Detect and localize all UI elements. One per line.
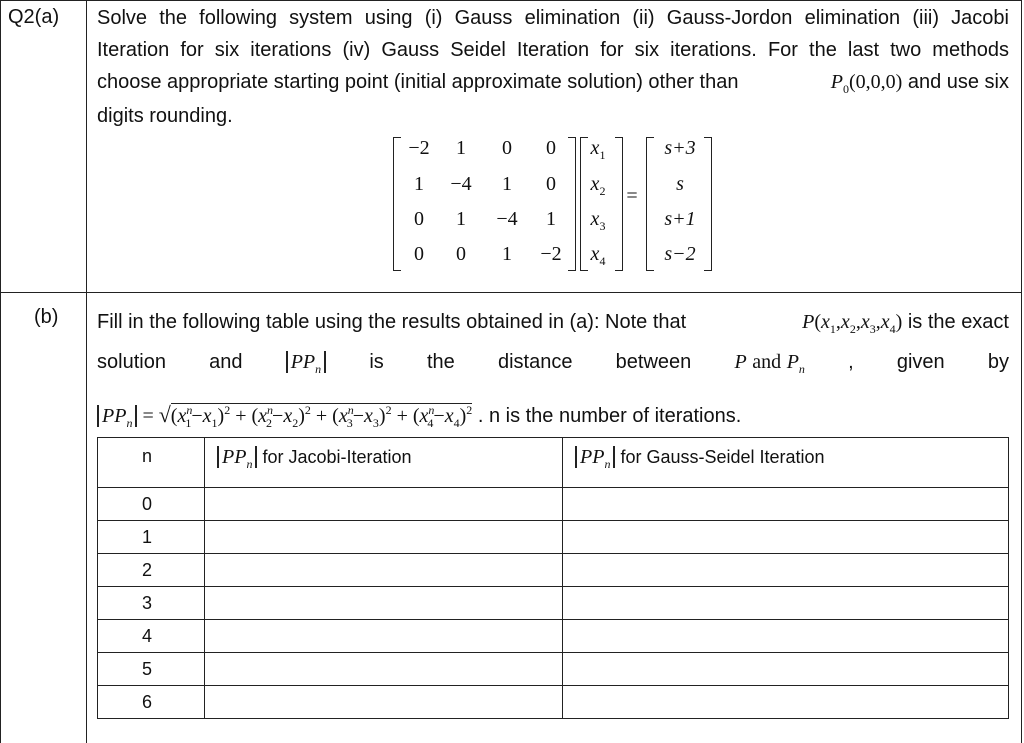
- distance-symbol: $PP_n$: [286, 346, 326, 385]
- starting-point-expression: $P_0(0,0,0)$ and use six: [830, 71, 1009, 96]
- q2b-line-1: [97, 306, 1009, 345]
- distance-formula: $PP_n = √(x^n_1-x_1)^2 + (x^n_2-x_2)^2 + (x^n_3-x_3)^2 + (x^n_4-x_4)^2$: [97, 405, 478, 427]
- q2a-line-2: Iteration for six iterations (iv) Gauss Seidel Iteration for six iterations. For the last two methods: [97, 39, 1009, 61]
- table-row: [98, 521, 1009, 554]
- unknown-cell: $x_3$: [590, 208, 606, 233]
- matrix-cell: 1: [414, 173, 424, 195]
- points-p-and-pn: P and $P_n$: [734, 351, 805, 376]
- jacobi-distance-cell[interactable]: [205, 521, 563, 554]
- iterations-note: . n is the number of iterations.: [477, 405, 742, 427]
- table-row: [98, 554, 1009, 587]
- matrix-cell: 1: [502, 243, 512, 265]
- matrix-cell: −4: [496, 208, 518, 230]
- iteration-number: 3: [98, 587, 205, 620]
- unknown-cell: $x_2$: [590, 173, 606, 198]
- matrix-cell: −2: [408, 137, 430, 159]
- header-n: n: [98, 438, 205, 488]
- table-row: [98, 686, 1009, 719]
- header-gauss-seidel: $PP_n$ for Gauss-Seidel Iteration: [563, 438, 1009, 488]
- header-jacobi: $PP_n$ for Jacobi-Iteration: [205, 438, 563, 488]
- gauss-seidel-distance-cell[interactable]: [563, 554, 1009, 587]
- word-between: between: [615, 351, 692, 373]
- matrix-cell: 0: [546, 137, 556, 159]
- word-distance: distance: [497, 351, 573, 373]
- matrix-cell: 1: [456, 208, 466, 230]
- matrix-cell: 0: [414, 243, 424, 265]
- unknown-cell: $x_4$: [590, 243, 606, 268]
- table-row: [98, 653, 1009, 686]
- q2a-line-1: Solve the following system using (i) Gauss elimination (ii) Gauss-Jordon elimination (iii) Jacobi: [97, 7, 1009, 29]
- matrix-cell: 1: [456, 137, 466, 159]
- rhs-cell: s+1: [664, 208, 696, 230]
- gauss-seidel-distance-cell[interactable]: [563, 587, 1009, 620]
- table-row: [98, 587, 1009, 620]
- word-the: the: [426, 351, 455, 373]
- gauss-seidel-distance-cell[interactable]: [563, 488, 1009, 521]
- exact-solution-expression: $P(x_1,x_2,x_3,x_4)$ is the exact: [802, 311, 1009, 336]
- vector-b-left-bracket: [646, 137, 654, 271]
- matrix-cell: 0: [546, 173, 556, 195]
- iteration-number: 4: [98, 620, 205, 653]
- comma: ,: [848, 351, 854, 373]
- gauss-seidel-distance-cell[interactable]: [563, 686, 1009, 719]
- word-and: and: [209, 351, 243, 373]
- matrix-cell: 1: [546, 208, 556, 230]
- jacobi-distance-cell[interactable]: [205, 554, 563, 587]
- matrix-cell: 0: [456, 243, 466, 265]
- word-by: by: [987, 351, 1009, 373]
- table-body: [98, 488, 1009, 719]
- jacobi-distance-cell[interactable]: [205, 620, 563, 653]
- matrix-cell: −2: [540, 243, 562, 265]
- matrix-cell: 1: [502, 173, 512, 195]
- row-divider: [0, 292, 1022, 293]
- matrix-cell: 0: [414, 208, 424, 230]
- gauss-seidel-distance-cell[interactable]: [563, 620, 1009, 653]
- column-divider: [86, 0, 87, 743]
- table-row: [98, 620, 1009, 653]
- jacobi-distance-cell[interactable]: [205, 488, 563, 521]
- gauss-seidel-distance-cell[interactable]: [563, 653, 1009, 686]
- matrix-cell: 0: [502, 137, 512, 159]
- rhs-cell: s+3: [664, 137, 696, 159]
- iteration-number: 0: [98, 488, 205, 521]
- unknown-cell: $x_1$: [590, 137, 606, 162]
- q2a-line-3: [97, 66, 1009, 105]
- question-label-b: (b): [34, 306, 59, 328]
- equals-sign: =: [626, 185, 638, 207]
- q2a-line-4: digits rounding.: [97, 105, 233, 127]
- question-label-a: Q2(a): [8, 6, 60, 28]
- q2a-line-3-text: choose appropriate starting point (initial approximate solution) other than: [97, 71, 739, 93]
- jacobi-distance-cell[interactable]: [205, 653, 563, 686]
- rhs-cell: s: [676, 173, 684, 195]
- rhs-cell: s−2: [664, 243, 696, 265]
- word-solution: solution: [97, 351, 166, 373]
- iteration-number: 6: [98, 686, 205, 719]
- iteration-number: 2: [98, 554, 205, 587]
- q2b-line-3: [97, 394, 741, 439]
- jacobi-distance-cell[interactable]: [205, 686, 563, 719]
- table-header-row: [98, 438, 1009, 488]
- matrix-cell: −4: [450, 173, 472, 195]
- word-is: is: [369, 351, 384, 373]
- gauss-seidel-distance-cell[interactable]: [563, 521, 1009, 554]
- jacobi-distance-cell[interactable]: [205, 587, 563, 620]
- word-given: given: [896, 351, 945, 373]
- iteration-number: 1: [98, 521, 205, 554]
- results-table: [97, 437, 1009, 719]
- q2b-line-1-text: Fill in the following table using the results obtained in (a): Note that: [97, 311, 687, 333]
- matrix-equation: [393, 135, 723, 273]
- table-row: [98, 488, 1009, 521]
- q2b-line-2: [97, 346, 1009, 385]
- iteration-number: 5: [98, 653, 205, 686]
